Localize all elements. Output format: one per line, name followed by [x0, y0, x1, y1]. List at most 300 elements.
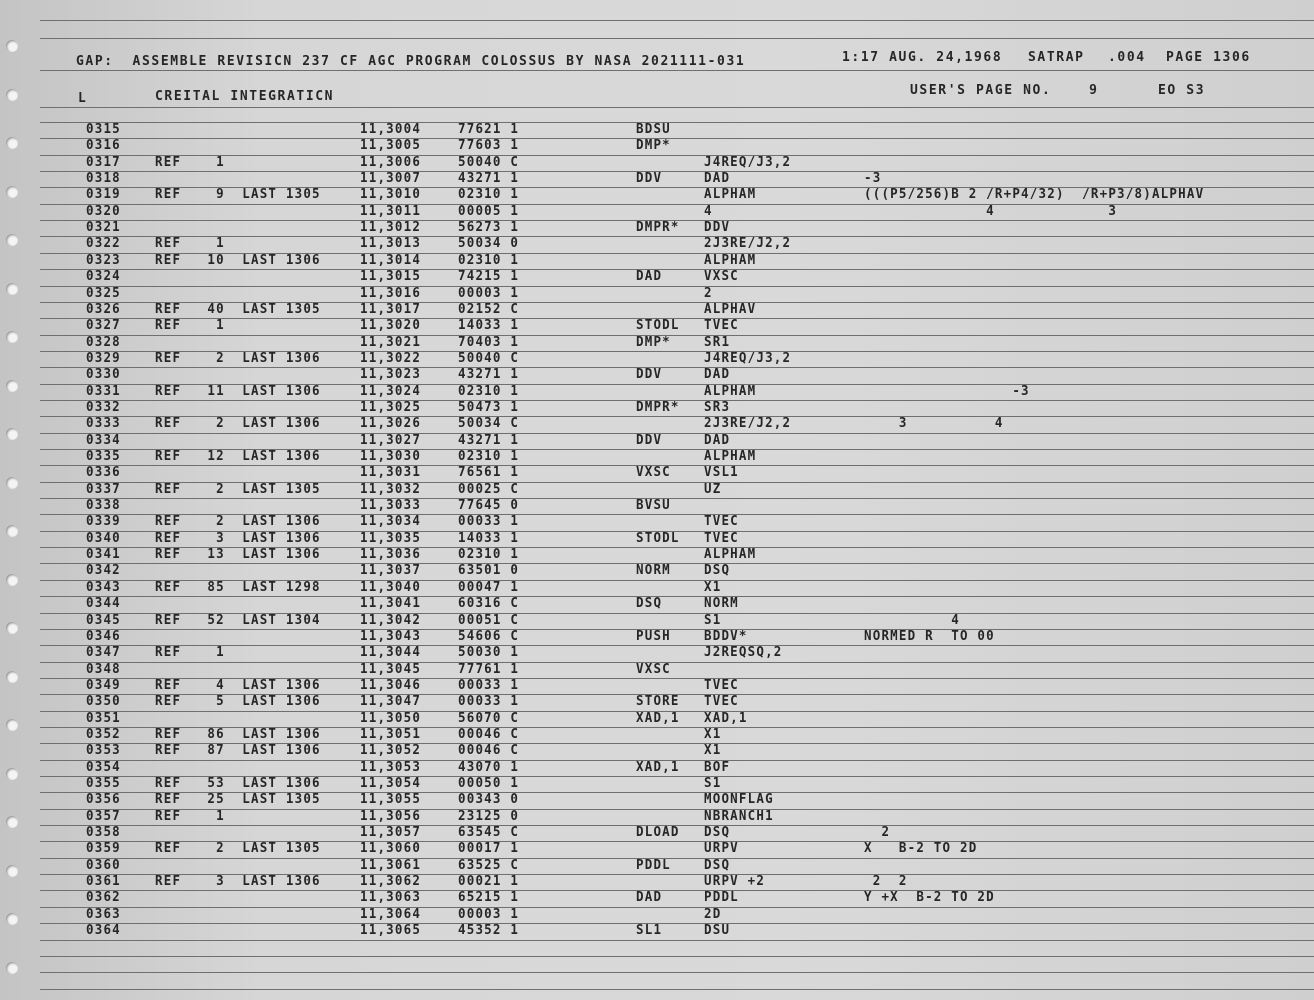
opcode: XAD,1 [636, 758, 680, 775]
line-number: 0359 [86, 839, 121, 856]
address: 11,3062 [360, 872, 422, 889]
address: 11,3044 [360, 643, 422, 660]
opcode: STORE [636, 692, 680, 709]
comment: Y +X B-2 TO 2D [864, 888, 995, 905]
comment: 4 3 [864, 202, 1118, 219]
print-datetime: 1:17 AUG. 24,1968 [842, 49, 1003, 66]
ref-info: REF 1 [155, 316, 225, 333]
address: 11,3036 [360, 545, 422, 562]
address: 11,3023 [360, 365, 422, 382]
operand: DDV [704, 218, 731, 235]
comment: (((P5/256)B 2 /R+P4/32) /R+P3/8)ALPHAV [864, 185, 1205, 202]
ref-info: REF 12 LAST 1306 [155, 447, 321, 464]
listing-row [0, 612, 1314, 628]
octal-word: 43271 1 [458, 365, 520, 382]
line-number: 0342 [86, 561, 121, 578]
address: 11,3053 [360, 758, 422, 775]
listing-row [0, 366, 1314, 382]
ref-info: REF 40 LAST 1305 [155, 300, 321, 317]
octal-word: 77603 1 [458, 136, 520, 153]
address: 11,3006 [360, 153, 422, 170]
line-number: 0348 [86, 660, 121, 677]
listing-row [0, 922, 1314, 938]
listing-row [0, 628, 1314, 644]
line-number: 0336 [86, 463, 121, 480]
operand: DSQ [704, 856, 731, 873]
listing-row [0, 203, 1314, 219]
feed-hole [6, 89, 18, 101]
line-number: 0327 [86, 316, 121, 333]
feed-hole [6, 40, 18, 52]
line-number: 0357 [86, 807, 121, 824]
octal-word: 77621 1 [458, 120, 520, 137]
page-number: PAGE 1306 [1166, 49, 1251, 66]
listing-row [0, 840, 1314, 856]
opcode: DAD [636, 267, 663, 284]
opcode: XAD,1 [636, 709, 680, 726]
operand: XAD,1 [704, 709, 748, 726]
octal-word: 43271 1 [458, 431, 520, 448]
line-number: 0334 [86, 431, 121, 448]
listing-row [0, 317, 1314, 333]
operand: VSL1 [704, 463, 739, 480]
operand: DSQ [704, 561, 731, 578]
line-number: 0341 [86, 545, 121, 562]
address: 11,3045 [360, 660, 422, 677]
line-number: 0350 [86, 692, 121, 709]
octal-word: 00003 1 [458, 905, 520, 922]
line-number: 0323 [86, 251, 121, 268]
listing-row [0, 464, 1314, 480]
octal-word: 54606 C [458, 627, 520, 644]
address: 11,3056 [360, 807, 422, 824]
ref-info: REF 1 [155, 234, 225, 251]
octal-word: 00017 1 [458, 839, 520, 856]
operand: ALPHAM [704, 447, 757, 464]
address: 11,3035 [360, 529, 422, 546]
operand: ALPHAM [704, 251, 757, 268]
comment: X B-2 TO 2D [864, 839, 978, 856]
address: 11,3060 [360, 839, 422, 856]
line-number: 0345 [86, 611, 121, 628]
octal-word: 00003 1 [458, 284, 520, 301]
octal-word: 70403 1 [458, 333, 520, 350]
listing-row [0, 268, 1314, 284]
operand: X1 [704, 741, 722, 758]
operand: MOONFLAG [704, 790, 774, 807]
comment: NORMED R TO 00 [864, 627, 995, 644]
octal-word: 02310 1 [458, 251, 520, 268]
line-number: 0343 [86, 578, 121, 595]
address: 11,3022 [360, 349, 422, 366]
comment: 3 4 [864, 414, 1004, 431]
listing-mark: L [78, 90, 88, 107]
octal-word: 50030 1 [458, 643, 520, 660]
listing-row [0, 906, 1314, 922]
line-number: 0329 [86, 349, 121, 366]
address: 11,3024 [360, 382, 422, 399]
comment: -3 [864, 169, 882, 186]
address: 11,3046 [360, 676, 422, 693]
ref-info: REF 11 LAST 1306 [155, 382, 321, 399]
operand: DAD [704, 431, 731, 448]
octal-word: 43271 1 [458, 169, 520, 186]
octal-word: 63501 0 [458, 561, 520, 578]
opcode: DDV [636, 431, 663, 448]
opcode: DLOAD [636, 823, 680, 840]
line-number: 0355 [86, 774, 121, 791]
line-number: 0358 [86, 823, 121, 840]
comment: -3 [864, 382, 1030, 399]
operand: 2D [704, 905, 722, 922]
address: 11,3031 [360, 463, 422, 480]
listing-row [0, 170, 1314, 186]
listing-row [0, 350, 1314, 366]
listing-row [0, 644, 1314, 660]
comment: 4 [864, 611, 960, 628]
line-number: 0363 [86, 905, 121, 922]
line-number: 0351 [86, 709, 121, 726]
listing-row [0, 791, 1314, 807]
listing-row [0, 824, 1314, 840]
line-number: 0339 [86, 512, 121, 529]
octal-word: 02310 1 [458, 382, 520, 399]
octal-word: 00033 1 [458, 676, 520, 693]
ref-info: REF 2 LAST 1306 [155, 414, 321, 431]
opcode: DDV [636, 169, 663, 186]
operand: J4REQ/J3,2 [704, 349, 792, 366]
operand: DAD [704, 169, 731, 186]
octal-word: 02310 1 [458, 447, 520, 464]
listing-row [0, 889, 1314, 905]
listing-row [0, 742, 1314, 758]
address: 11,3041 [360, 594, 422, 611]
ref-info: REF 4 LAST 1306 [155, 676, 321, 693]
ref-info: REF 86 LAST 1306 [155, 725, 321, 742]
octal-word: 50473 1 [458, 398, 520, 415]
opcode: DDV [636, 365, 663, 382]
listing-row [0, 137, 1314, 153]
line-number: 0326 [86, 300, 121, 317]
ref-info: REF 2 LAST 1306 [155, 349, 321, 366]
octal-word: 60316 C [458, 594, 520, 611]
opcode: DMP* [636, 136, 671, 153]
line-number: 0340 [86, 529, 121, 546]
line-number: 0317 [86, 153, 121, 170]
opcode: DMPR* [636, 398, 680, 415]
octal-word: 00021 1 [458, 872, 520, 889]
operand: 2 [704, 284, 713, 301]
ref-info: REF 2 LAST 1306 [155, 512, 321, 529]
address: 11,3020 [360, 316, 422, 333]
operand: TVEC [704, 676, 739, 693]
operand: NORM [704, 594, 739, 611]
address: 11,3027 [360, 431, 422, 448]
address: 11,3065 [360, 921, 422, 938]
opcode: BDSU [636, 120, 671, 137]
octal-word: 56273 1 [458, 218, 520, 235]
ref-info: REF 85 LAST 1298 [155, 578, 321, 595]
octal-word: 50034 0 [458, 234, 520, 251]
line-number: 0330 [86, 365, 121, 382]
octal-word: 00050 1 [458, 774, 520, 791]
ref-info: REF 53 LAST 1306 [155, 774, 321, 791]
opcode: STODL [636, 316, 680, 333]
operand: 4 [704, 202, 713, 219]
ref-info: REF 87 LAST 1306 [155, 741, 321, 758]
octal-word: 77761 1 [458, 660, 520, 677]
operand: ALPHAM [704, 545, 757, 562]
operand: J2REQSQ,2 [704, 643, 783, 660]
octal-word: 02310 1 [458, 545, 520, 562]
octal-word: 14033 1 [458, 316, 520, 333]
ref-info: REF 3 LAST 1306 [155, 872, 321, 889]
comment: 2 [864, 823, 891, 840]
address: 11,3034 [360, 512, 422, 529]
line-number: 0331 [86, 382, 121, 399]
operand: PDDL [704, 888, 739, 905]
address: 11,3011 [360, 202, 422, 219]
revision-code: .004 [1108, 49, 1146, 66]
operand: URPV +2 [704, 872, 766, 889]
address: 11,3064 [360, 905, 422, 922]
listing-row [0, 726, 1314, 742]
octal-word: 00033 1 [458, 512, 520, 529]
listing-row [0, 219, 1314, 235]
operand: UZ [704, 480, 722, 497]
line-number: 0347 [86, 643, 121, 660]
octal-word: 00046 C [458, 725, 520, 742]
listing-row [0, 562, 1314, 578]
line-number: 0364 [86, 921, 121, 938]
opcode: VXSC [636, 463, 671, 480]
octal-word: 56070 C [458, 709, 520, 726]
opcode: DMPR* [636, 218, 680, 235]
address: 11,3054 [360, 774, 422, 791]
operand: BOF [704, 758, 731, 775]
listing-row [0, 448, 1314, 464]
line-number: 0320 [86, 202, 121, 219]
octal-word: 00051 C [458, 611, 520, 628]
opcode: VXSC [636, 660, 671, 677]
opcode: PDDL [636, 856, 671, 873]
operand: DAD [704, 365, 731, 382]
listing-row [0, 301, 1314, 317]
listing-row [0, 399, 1314, 415]
address: 11,3063 [360, 888, 422, 905]
listing-row [0, 481, 1314, 497]
octal-word: 63545 C [458, 823, 520, 840]
line-number: 0362 [86, 888, 121, 905]
line-number: 0324 [86, 267, 121, 284]
listing-row [0, 432, 1314, 448]
comment: 2 2 [864, 872, 908, 889]
address: 11,3017 [360, 300, 422, 317]
operand: ALPHAV [704, 300, 757, 317]
address: 11,3016 [360, 284, 422, 301]
ref-info: REF 25 LAST 1305 [155, 790, 321, 807]
address: 11,3010 [360, 185, 422, 202]
operand: TVEC [704, 692, 739, 709]
opcode: BVSU [636, 496, 671, 513]
listing-row [0, 873, 1314, 889]
ref-info: REF 1 [155, 643, 225, 660]
listing-row [0, 186, 1314, 202]
eo-code: EO S3 [1158, 82, 1206, 99]
line-number: 0335 [86, 447, 121, 464]
octal-word: 00046 C [458, 741, 520, 758]
operand: ALPHAM [704, 382, 757, 399]
operand: BDDV* [704, 627, 748, 644]
assembly-title: GAP: ASSEMBLE REVISICN 237 CF AGC PROGRAM COLOSSUS BY NASA 2021111-031 [76, 53, 746, 70]
line-number: 0315 [86, 120, 121, 137]
address: 11,3015 [360, 267, 422, 284]
address: 11,3004 [360, 120, 422, 137]
feed-hole [6, 962, 18, 974]
line-number: 0360 [86, 856, 121, 873]
octal-word: 76561 1 [458, 463, 520, 480]
operand: DSU [704, 921, 731, 938]
address: 11,3040 [360, 578, 422, 595]
ref-info: REF 1 [155, 153, 225, 170]
operand: TVEC [704, 512, 739, 529]
operand: DSQ [704, 823, 731, 840]
operand: X1 [704, 725, 722, 742]
operand: 2J3RE/J2,2 [704, 414, 792, 431]
octal-word: 65215 1 [458, 888, 520, 905]
listing-row [0, 285, 1314, 301]
operand: S1 [704, 774, 722, 791]
octal-word: 00047 1 [458, 578, 520, 595]
ref-info: REF 52 LAST 1304 [155, 611, 321, 628]
octal-word: 43070 1 [458, 758, 520, 775]
address: 11,3042 [360, 611, 422, 628]
listing-row [0, 546, 1314, 562]
address: 11,3052 [360, 741, 422, 758]
listing-row [0, 808, 1314, 824]
line-number: 0316 [86, 136, 121, 153]
address: 11,3051 [360, 725, 422, 742]
opcode: NORM [636, 561, 671, 578]
line-number: 0325 [86, 284, 121, 301]
octal-word: 74215 1 [458, 267, 520, 284]
operand: SR3 [704, 398, 731, 415]
line-number: 0337 [86, 480, 121, 497]
octal-word: 50034 C [458, 414, 520, 431]
line-number: 0318 [86, 169, 121, 186]
address: 11,3007 [360, 169, 422, 186]
ref-info: REF 2 LAST 1305 [155, 480, 321, 497]
listing-row [0, 513, 1314, 529]
line-number: 0349 [86, 676, 121, 693]
line-number: 0328 [86, 333, 121, 350]
listing-row [0, 383, 1314, 399]
line-number: 0361 [86, 872, 121, 889]
line-number: 0322 [86, 234, 121, 251]
listing-row [0, 235, 1314, 251]
address: 11,3043 [360, 627, 422, 644]
opcode: PUSH [636, 627, 671, 644]
address: 11,3055 [360, 790, 422, 807]
operand: TVEC [704, 529, 739, 546]
address: 11,3014 [360, 251, 422, 268]
octal-word: 00025 C [458, 480, 520, 497]
address: 11,3050 [360, 709, 422, 726]
listing-row [0, 595, 1314, 611]
listing-row [0, 154, 1314, 170]
address: 11,3013 [360, 234, 422, 251]
line-number: 0332 [86, 398, 121, 415]
address: 11,3026 [360, 414, 422, 431]
listing-row [0, 415, 1314, 431]
line-number: 0338 [86, 496, 121, 513]
address: 11,3057 [360, 823, 422, 840]
listing-row [0, 530, 1314, 546]
address: 11,3047 [360, 692, 422, 709]
operand: SR1 [704, 333, 731, 350]
line-number: 0333 [86, 414, 121, 431]
address: 11,3005 [360, 136, 422, 153]
opcode: DMP* [636, 333, 671, 350]
address: 11,3012 [360, 218, 422, 235]
ref-info: REF 10 LAST 1306 [155, 251, 321, 268]
octal-word: 50040 C [458, 153, 520, 170]
listing-row [0, 677, 1314, 693]
line-number: 0346 [86, 627, 121, 644]
operand: TVEC [704, 316, 739, 333]
ref-info: REF 5 LAST 1306 [155, 692, 321, 709]
address: 11,3061 [360, 856, 422, 873]
listing-row [0, 857, 1314, 873]
operand: VXSC [704, 267, 739, 284]
listing-row [0, 775, 1314, 791]
listing-row [0, 579, 1314, 595]
address: 11,3021 [360, 333, 422, 350]
listing-row [0, 497, 1314, 513]
line-number: 0344 [86, 594, 121, 611]
line-number: 0321 [86, 218, 121, 235]
operand: URPV [704, 839, 739, 856]
operand: X1 [704, 578, 722, 595]
operand: 2J3RE/J2,2 [704, 234, 792, 251]
address: 11,3025 [360, 398, 422, 415]
operand: J4REQ/J3,2 [704, 153, 792, 170]
listing-row [0, 693, 1314, 709]
octal-word: 14033 1 [458, 529, 520, 546]
ref-info: REF 13 LAST 1306 [155, 545, 321, 562]
line-number: 0354 [86, 758, 121, 775]
opcode: SL1 [636, 921, 663, 938]
address: 11,3032 [360, 480, 422, 497]
line-number: 0352 [86, 725, 121, 742]
octal-word: 45352 1 [458, 921, 520, 938]
octal-word: 63525 C [458, 856, 520, 873]
listing-row [0, 710, 1314, 726]
listing-row [0, 121, 1314, 137]
address: 11,3030 [360, 447, 422, 464]
listing-row [0, 252, 1314, 268]
octal-word: 23125 0 [458, 807, 520, 824]
address: 11,3033 [360, 496, 422, 513]
ref-info: REF 9 LAST 1305 [155, 185, 321, 202]
octal-word: 77645 0 [458, 496, 520, 513]
octal-word: 00343 0 [458, 790, 520, 807]
opcode: DAD [636, 888, 663, 905]
octal-word: 50040 C [458, 349, 520, 366]
ref-info: REF 2 LAST 1305 [155, 839, 321, 856]
address: 11,3037 [360, 561, 422, 578]
listing-row [0, 759, 1314, 775]
